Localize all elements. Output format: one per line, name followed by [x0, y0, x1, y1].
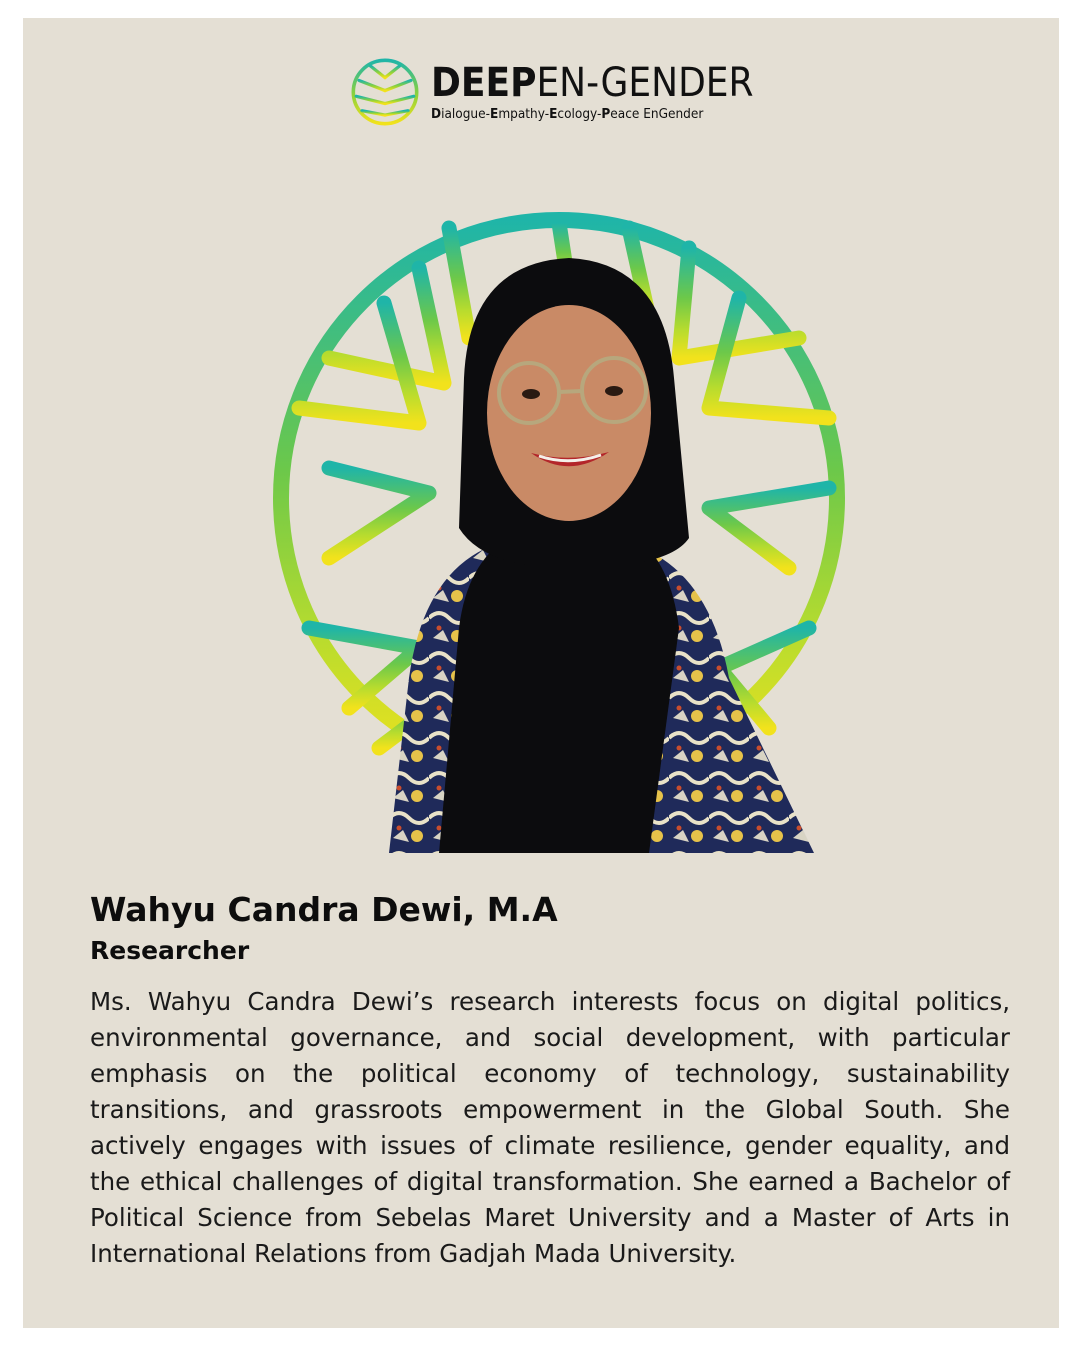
- profile-card: [23, 18, 1059, 1328]
- tagline-word: ialogue-: [441, 106, 490, 122]
- tagline-initial: D: [431, 106, 442, 122]
- profile-role: Researcher: [90, 936, 250, 965]
- tagline-initial: E: [549, 106, 558, 122]
- profile-name: Wahyu Candra Dewi, M.A: [90, 890, 558, 929]
- tagline-initial: E: [490, 106, 499, 122]
- portrait-photo: [269, 208, 849, 853]
- leaf-circle-icon: [349, 56, 421, 128]
- brand-wordmark: [431, 62, 754, 122]
- brand-title: [431, 62, 754, 104]
- brand-title-bold: DEEP: [431, 60, 537, 106]
- brand-title-rest: EN-GENDER: [536, 60, 754, 106]
- tagline-initial: P: [601, 106, 611, 122]
- tagline-word: eace EnGender: [610, 106, 704, 122]
- tagline-word: mpathy-: [498, 106, 550, 122]
- profile-bio: Ms. Wahyu Candra Dewi’s research interests focus on digital politics, environmental governance, and social development, with particular emphasis on the political economy of technology, sustainability transitions, and grassroots empowerment in the Global South. She actively engages with issues of climate resilience, gender equality, and the ethical challenges of digital transformation. She earned a Bachelor of Political Science from Sebelas Maret University and a Master of Arts in International Relations from Gadjah Mada University.: [90, 987, 1010, 1268]
- brand-logo: [349, 54, 754, 130]
- brand-tagline: [431, 106, 754, 122]
- tagline-word: cology-: [557, 106, 602, 122]
